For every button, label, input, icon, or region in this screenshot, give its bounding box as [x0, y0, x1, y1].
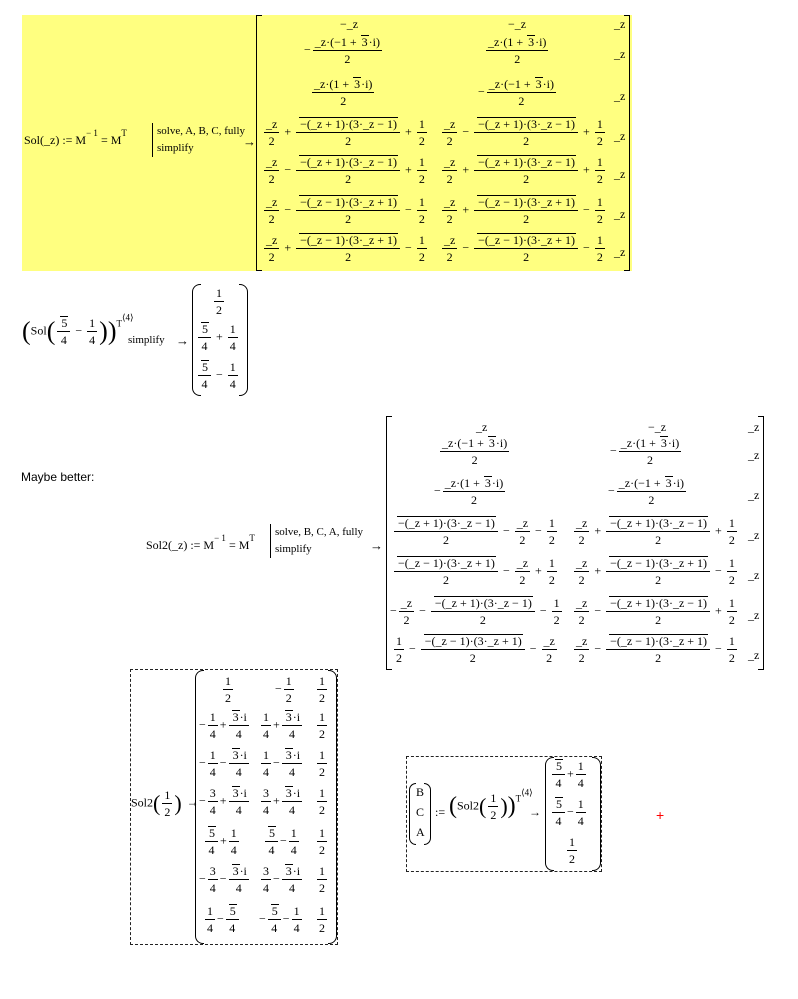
sol1-lhs-text: Sol(_z) := M: [24, 133, 87, 147]
sol1-solve-keyword: solve, A, B, C, fully: [157, 125, 246, 137]
matrix-cell: $\frac{1}{2}$: [319, 904, 325, 935]
sol1-matrix: [256, 15, 630, 271]
sol2-eval-region[interactable]: [130, 669, 338, 945]
transpose-superscript: T: [121, 128, 127, 138]
sol1-eval-arrow: →: [176, 333, 189, 348]
vector-cell: $\frac{5}{4}$ + $\frac{1}{4}$: [196, 322, 240, 353]
matrix-cell: $\frac{3}{4}$ + $\frac{3\cdot i}{4}$: [263, 786, 301, 817]
matrix-cell: $\frac{1}{2}$ − $\frac{-(\_z - 1)\cdot(3\cdot\_z + 1)}{2}$ − $\frac{\_z}{2}$: [396, 634, 555, 665]
sol2-simplify-keyword: simplify: [275, 543, 312, 555]
eval-equals: = M: [228, 538, 250, 552]
matrix-cell: $\frac{\_z}{2}$ + $\frac{-(\_z - 1)\cdot(3\cdot\_z + 1)}{2}$ − $\frac{1}{2}$: [576, 556, 735, 587]
matrix-cell: $\frac{3}{4}$ − $\frac{3\cdot i}{4}$: [263, 864, 301, 895]
matrix-cell: _z: [748, 528, 760, 542]
matrix-cell: $\frac{1}{4}$ − $\frac{5}{4}$: [203, 904, 241, 935]
vector-cell: $\frac{1}{2}$: [216, 286, 222, 317]
sol1-definition-lhs: [24, 128, 127, 148]
assign-var-a: A: [416, 825, 425, 839]
matrix-cell: $\frac{1}{2}$: [319, 826, 325, 857]
matrix-cell: _z: [748, 648, 760, 662]
sol2-matrix: [386, 416, 764, 670]
sol2-definition-lhs: [146, 533, 255, 553]
sol2-eval-arrow: →: [186, 795, 199, 810]
matrix-cell: $\frac{\_z}{2}$ − $\frac{-(\_z + 1)\cdot(3\cdot\_z - 1)}{2}$ + $\frac{1}{2}$: [576, 596, 735, 627]
right-paren: [239, 284, 248, 396]
assign-result-vector: [545, 757, 601, 871]
matrix-cell: $\frac{\_z}{2}$ − $\frac{-(\_z - 1)\cdot(3\cdot\_z + 1)}{2}$ − $\frac{1}{2}$: [444, 233, 603, 264]
matrix-cell: − $\frac{\_z}{2}$ − $\frac{-(\_z + 1)\cdot(3\cdot\_z - 1)}{2}$ − $\frac{1}{2}$: [390, 596, 560, 627]
matrix-cell: $\frac{\_z\cdot(-1 + 3\cdot i)}{2}$: [442, 436, 508, 467]
matrix-cell: _z: [614, 207, 626, 221]
matrix-cell: _z: [748, 488, 760, 502]
matrix-cell: $\frac{5}{4}$ − $\frac{1}{4}$: [263, 826, 301, 857]
matrix-cell: $\frac{5}{4}$ + $\frac{1}{4}$: [203, 826, 241, 857]
sol2-function-name: Sol2: [457, 798, 480, 813]
sol2-function-name: Sol2: [131, 795, 154, 810]
assign-rhs-expression: (Sol2( $\frac{1}{2}$ ))$^{T⟨4⟩}$: [449, 787, 533, 822]
sol2-solve-keyword: solve, B, C, A, fully: [275, 526, 364, 538]
matrix-cell: − $\frac{1}{4}$ + $\frac{3\cdot i}{4}$: [199, 710, 247, 741]
column-superscript: ⟨4⟩: [521, 787, 533, 798]
maybe-better-label[interactable]: Maybe better:: [21, 470, 95, 484]
matrix-cell: $\frac{1}{2}$: [319, 786, 325, 817]
matrix-cell: − $\frac{\_z\cdot(-1 + 3\cdot i)}{2}$: [478, 77, 554, 108]
matrix-cell: _z: [476, 420, 488, 434]
matrix-cell: _z: [614, 47, 626, 61]
matrix-cell: $\frac{1}{2}$: [319, 864, 325, 895]
matrix-cell: _z: [748, 448, 760, 462]
assign-lhs-vector: [409, 783, 431, 845]
right-paren: [424, 783, 431, 845]
sol1-eval-result-vector: [192, 284, 248, 396]
matrix-cell: $\frac{\_z\cdot(1 + 3\cdot i)}{2}$: [488, 35, 547, 66]
matrix-cell: $\frac{\_z}{2}$ + $\frac{-(\_z + 1)\cdot(3\cdot\_z - 1)}{2}$ + $\frac{1}{2}$: [444, 155, 603, 186]
right-paren: [592, 757, 601, 871]
assign-operator: :=: [435, 805, 446, 819]
inverse-superscript: − 1: [214, 533, 226, 543]
sol2-lhs-text: Sol2(_z) := M: [146, 538, 215, 552]
matrix-cell: $\frac{1}{2}$: [319, 710, 325, 741]
eval-equals: = M: [100, 133, 122, 147]
transpose-superscript: T: [515, 793, 522, 804]
matrix-cell: $\frac{1}{2}$: [319, 674, 325, 705]
matrix-cell: $\frac{\_z}{2}$ + $\frac{-(\_z - 1)\cdot(3\cdot\_z + 1)}{2}$ − $\frac{1}{2}$: [266, 233, 425, 264]
left-paren: [409, 783, 416, 845]
matrix-cell: $\frac{\_z\cdot(1 + 3\cdot i)}{2}$: [314, 77, 373, 108]
matrix-cell: − $\frac{5}{4}$ − $\frac{1}{4}$: [259, 904, 300, 935]
matrix-cell: − $\frac{3}{4}$ − $\frac{3\cdot i}{4}$: [199, 864, 247, 895]
matrix-cell: _z: [614, 245, 626, 259]
assign-arrow: →: [529, 805, 541, 819]
matrix-cell: $\frac{-(\_z - 1)\cdot(3\cdot\_z + 1)}{2}$ − $\frac{\_z}{2}$ + $\frac{1}{2}$: [392, 556, 559, 587]
insertion-cursor[interactable]: +: [656, 807, 665, 823]
matrix-cell: −_z: [340, 17, 359, 31]
matrix-cell: $\frac{\_z}{2}$ + $\frac{-(\_z - 1)\cdot(3\cdot\_z + 1)}{2}$ − $\frac{1}{2}$: [444, 195, 603, 226]
matrix-cell: $\frac{\_z}{2}$ − $\frac{-(\_z + 1)\cdot(3\cdot\_z - 1)}{2}$ + $\frac{1}{2}$: [266, 155, 425, 186]
matrix-cell: − $\frac{1}{4}$ − $\frac{3\cdot i}{4}$: [199, 748, 247, 779]
matrix-cell: $\frac{-(\_z + 1)\cdot(3\cdot\_z - 1)}{2}$ − $\frac{\_z}{2}$ − $\frac{1}{2}$: [392, 516, 559, 547]
matrix-cell: _z: [748, 568, 760, 582]
sol2-arrow: →: [370, 538, 383, 553]
matrix-cell: − $\frac{\_z\cdot(1 + 3\cdot i)}{2}$: [610, 436, 680, 467]
transpose-superscript: T: [116, 318, 122, 329]
matrix-cell: _z: [748, 608, 760, 622]
matrix-cell: − $\frac{\_z\cdot(-1 + 3\cdot i)}{2}$: [304, 35, 380, 66]
matrix-cell: $\frac{\_z}{2}$ − $\frac{-(\_z - 1)\cdot(3\cdot\_z + 1)}{2}$ − $\frac{1}{2}$: [576, 634, 735, 665]
right-paren: [328, 670, 337, 944]
vector-cell: $\frac{5}{4}$ − $\frac{1}{4}$: [550, 797, 588, 828]
inverse-superscript: − 1: [86, 128, 98, 138]
assign-region[interactable]: [406, 756, 602, 872]
matrix-cell: − $\frac{3}{4}$ + $\frac{3\cdot i}{4}$: [199, 786, 247, 817]
matrix-cell: $\frac{1}{2}$: [319, 748, 325, 779]
sol2-eval-matrix: [195, 670, 337, 944]
matrix-cell: $\frac{\_z}{2}$ + $\frac{-(\_z + 1)\cdot(3\cdot\_z - 1)}{2}$ + $\frac{1}{2}$: [266, 117, 425, 148]
matrix-cell: −_z: [648, 420, 667, 434]
matrix-cell: − $\frac{\_z\cdot(-1 + 3\cdot i)}{2}$: [608, 476, 684, 507]
sol1-eval-simplify-keyword: simplify: [128, 334, 165, 346]
sol2-keywords: [270, 524, 363, 558]
sol1-eval-region[interactable]: [20, 282, 250, 397]
vector-cell: $\frac{5}{4}$ + $\frac{1}{4}$: [550, 759, 588, 790]
matrix-cell: _z: [614, 129, 626, 143]
matrix-cell: $\frac{1}{2}$: [225, 674, 231, 705]
sol1-arrow: →: [243, 134, 256, 149]
assign-var-c: C: [416, 805, 425, 819]
assign-var-b: B: [416, 785, 425, 799]
sol1-simplify-keyword: simplify: [157, 142, 194, 154]
sol1-eval-expression: (Sol( $\frac{5}{4}$ − $\frac{1}{4}$ ))$^{T⟨4⟩}$: [22, 312, 134, 347]
sol-function-name: Sol: [30, 323, 47, 338]
sol1-keywords: [152, 123, 245, 157]
matrix-cell: _z: [614, 89, 626, 103]
matrix-cell: − $\frac{1}{2}$: [275, 674, 292, 705]
matrix-cell: _z: [748, 420, 760, 434]
matrix-cell: −_z: [508, 17, 527, 31]
matrix-cell: $\frac{1}{4}$ − $\frac{3\cdot i}{4}$: [263, 748, 301, 779]
matrix-cell: $\frac{\_z}{2}$ − $\frac{-(\_z - 1)\cdot(3\cdot\_z + 1)}{2}$ − $\frac{1}{2}$: [266, 195, 425, 226]
matrix-cell: $\frac{\_z}{2}$ − $\frac{-(\_z + 1)\cdot(3\cdot\_z - 1)}{2}$ + $\frac{1}{2}$: [444, 117, 603, 148]
vector-cell: $\frac{1}{2}$: [569, 835, 575, 866]
matrix-cell: _z: [614, 167, 626, 181]
matrix-cell: − $\frac{\_z\cdot(1 + 3\cdot i)}{2}$: [434, 476, 504, 507]
matrix-cell: $\frac{1}{4}$ + $\frac{3\cdot i}{4}$: [263, 710, 301, 741]
matrix-cell: _z: [614, 17, 626, 31]
vector-cell: $\frac{5}{4}$ − $\frac{1}{4}$: [196, 360, 240, 391]
transpose-superscript: T: [249, 533, 255, 543]
sol2-eval-call: Sol2( $\frac{1}{2}$ ) →: [131, 788, 199, 819]
column-superscript: ⟨4⟩: [121, 312, 134, 323]
matrix-cell: $\frac{\_z}{2}$ + $\frac{-(\_z + 1)\cdot(3\cdot\_z - 1)}{2}$ + $\frac{1}{2}$: [576, 516, 735, 547]
